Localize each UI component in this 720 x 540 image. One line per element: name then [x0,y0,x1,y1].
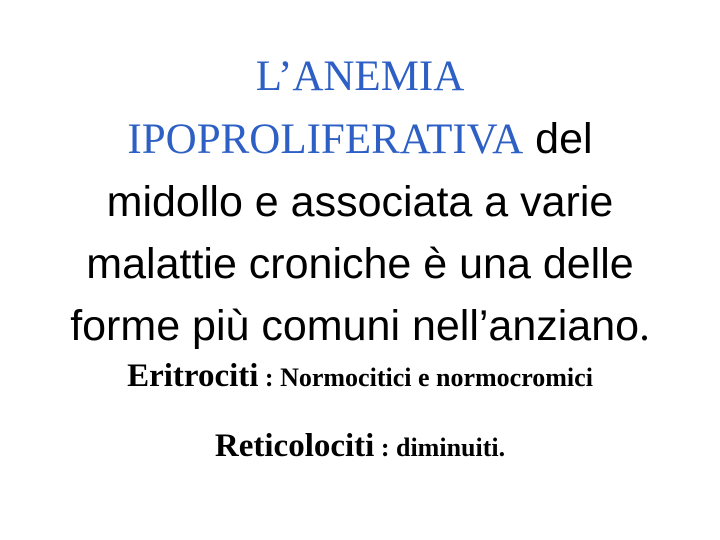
erythrocytes-line [0,358,720,395]
reticulocytes-line [0,428,720,465]
heading-line-2-rest: del [523,115,593,163]
erythrocytes-description: : Normocitici e normocromici [258,363,593,392]
highlight-term: IPOPROLIFERATIVA [127,116,524,163]
heading-line-2 [0,108,720,171]
erythrocytes-term: Eritrociti [127,358,259,394]
heading-line-3: midollo e associata a varie [106,178,614,226]
heading-line-5-text: forme più comuni nell’anziano [70,302,640,350]
slide-heading [0,46,720,358]
reticulocytes-term: Reticolociti [214,428,375,464]
heading-line-4 [0,233,720,295]
heading-line-5 [0,295,720,358]
heading-line-4-text: malattie croniche è una delle [86,240,634,288]
heading-line-1: L’ANEMIA [255,53,465,100]
heading-line-5-period: . [639,303,650,350]
reticulocytes-description: : diminuiti. [374,433,506,462]
